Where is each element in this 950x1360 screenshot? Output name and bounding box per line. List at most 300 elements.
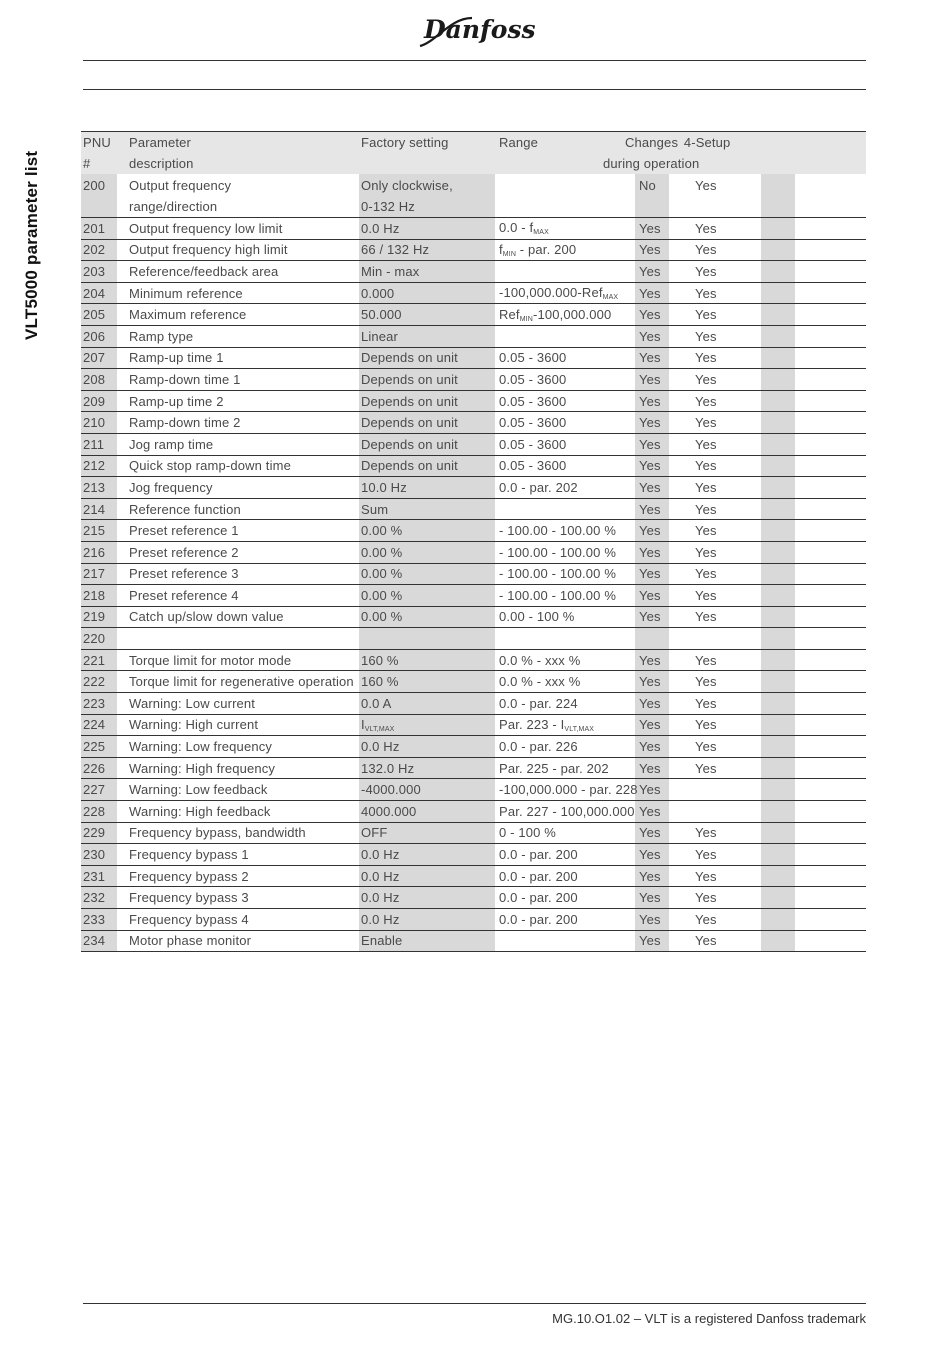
table-row	[81, 757, 866, 779]
setup-cell: Yes	[669, 585, 761, 607]
changes-cell: Yes	[635, 585, 669, 607]
description-cell: Reference function	[117, 498, 359, 520]
table-header-row	[81, 153, 866, 174]
setup-cell: Yes	[669, 477, 761, 499]
setup-cell: Yes	[669, 455, 761, 477]
setup-cell	[669, 628, 761, 650]
table-row	[81, 239, 866, 261]
setup-cell: Yes	[669, 520, 761, 542]
table-row	[81, 455, 866, 477]
factory-setting-cell: 10.0 Hz	[359, 477, 495, 499]
range-cell: - 100.00 - 100.00 %	[495, 541, 635, 563]
range-cell: 0.0 - par. 226	[495, 736, 635, 758]
factory-setting-cell: 0.0 Hz	[359, 736, 495, 758]
table-row	[81, 520, 866, 542]
spacer-cell	[795, 606, 866, 628]
description-cell: Output frequency range/direction	[117, 174, 359, 218]
table-row	[81, 887, 866, 909]
table-row	[81, 498, 866, 520]
description-cell: Ramp-down time 1	[117, 369, 359, 391]
pnu-cell: 233	[81, 909, 117, 931]
changes-cell: Yes	[635, 520, 669, 542]
setup-cell: Yes	[669, 304, 761, 326]
factory-setting-cell: Linear	[359, 325, 495, 347]
description-cell	[117, 628, 359, 650]
pnu-cell: 209	[81, 390, 117, 412]
spacer-cell	[761, 844, 795, 866]
table-row	[81, 174, 866, 218]
spacer-cell	[795, 649, 866, 671]
table-row	[81, 477, 866, 499]
range-cell	[495, 498, 635, 520]
spacer-cell	[761, 390, 795, 412]
pnu-cell: 224	[81, 714, 117, 736]
spacer-cell	[795, 563, 866, 585]
setup-cell: Yes	[669, 865, 761, 887]
footer-text: MG.10.O1.02 – VLT is a registered Danfoss trademark	[552, 1311, 866, 1326]
table-row	[81, 671, 866, 693]
factory-setting-cell: 4000.000	[359, 801, 495, 823]
spacer-cell	[761, 477, 795, 499]
factory-setting-cell: 0.0 Hz	[359, 844, 495, 866]
pnu-cell: 220	[81, 628, 117, 650]
spacer-cell	[761, 455, 795, 477]
description-cell: Torque limit for motor mode	[117, 649, 359, 671]
description-cell: Minimum reference	[117, 282, 359, 304]
pnu-cell: 205	[81, 304, 117, 326]
range-cell: $f_{MIN}$ - par. 200	[495, 239, 635, 261]
setup-cell: Yes	[669, 282, 761, 304]
range-cell: Par. 225 - par. 202	[495, 757, 635, 779]
table-row	[81, 714, 866, 736]
changes-cell: Yes	[635, 822, 669, 844]
factory-setting-cell: 160 %	[359, 649, 495, 671]
changes-cell: Yes	[635, 736, 669, 758]
table-row	[81, 541, 866, 563]
factory-setting-cell: 0.00 %	[359, 585, 495, 607]
spacer-cell	[795, 218, 866, 240]
pnu-cell: 222	[81, 671, 117, 693]
factory-setting-cell: Depends on unit	[359, 390, 495, 412]
header-changes: Changes	[625, 135, 679, 150]
factory-setting-cell: 0.0 Hz	[359, 887, 495, 909]
factory-setting-cell: 0.00 %	[359, 541, 495, 563]
factory-setting-cell: $I_{VLT,MAX}$	[359, 714, 495, 736]
setup-cell	[669, 801, 761, 823]
factory-setting-cell: 0.0 Hz	[359, 218, 495, 240]
table-row	[81, 347, 866, 369]
table-row	[81, 282, 866, 304]
description-cell: Preset reference 3	[117, 563, 359, 585]
spacer-cell	[795, 347, 866, 369]
setup-cell: Yes	[669, 909, 761, 931]
range-cell: Par. $223 - I_{VLT,MAX}$	[495, 714, 635, 736]
changes-cell: Yes	[635, 304, 669, 326]
range-cell: 0.0 - par. 200	[495, 844, 635, 866]
table-row	[81, 585, 866, 607]
pnu-cell: 230	[81, 844, 117, 866]
side-title: VLT5000 parameter list	[22, 150, 41, 340]
changes-cell: Yes	[635, 433, 669, 455]
setup-cell: Yes	[669, 563, 761, 585]
spacer-cell	[795, 282, 866, 304]
spacer-cell	[795, 433, 866, 455]
setup-cell: Yes	[669, 218, 761, 240]
factory-setting-cell: 0.000	[359, 282, 495, 304]
spacer-cell	[761, 671, 795, 693]
changes-cell: No	[635, 174, 669, 218]
description-cell: Frequency bypass 3	[117, 887, 359, 909]
setup-cell: Yes	[669, 239, 761, 261]
description-cell: Catch up/slow down value	[117, 606, 359, 628]
range-cell: - 100.00 - 100.00 %	[495, 585, 635, 607]
changes-cell: Yes	[635, 390, 669, 412]
table-row	[81, 822, 866, 844]
table-row	[81, 390, 866, 412]
table-row	[81, 865, 866, 887]
spacer-cell	[795, 930, 866, 952]
table-row	[81, 693, 866, 715]
spacer-cell	[795, 801, 866, 823]
spacer-cell	[795, 498, 866, 520]
spacer-cell	[795, 261, 866, 283]
range-cell: 0.0 - par. 200	[495, 887, 635, 909]
description-cell: Warning: High feedback	[117, 801, 359, 823]
spacer-cell	[795, 477, 866, 499]
spacer-cell	[761, 909, 795, 931]
description-cell: Frequency bypass 2	[117, 865, 359, 887]
pnu-cell: 215	[81, 520, 117, 542]
pnu-cell: 225	[81, 736, 117, 758]
spacer-cell	[795, 757, 866, 779]
pnu-cell: 206	[81, 325, 117, 347]
spacer-cell	[761, 304, 795, 326]
pnu-cell: 203	[81, 261, 117, 283]
spacer-cell	[795, 736, 866, 758]
spacer-cell	[795, 390, 866, 412]
changes-cell: Yes	[635, 563, 669, 585]
spacer-cell	[761, 887, 795, 909]
changes-cell: Yes	[635, 369, 669, 391]
pnu-cell: 200	[81, 174, 117, 218]
setup-cell: Yes	[669, 693, 761, 715]
spacer-cell	[795, 844, 866, 866]
setup-cell: Yes	[669, 822, 761, 844]
factory-setting-cell: 0.0 Hz	[359, 909, 495, 931]
range-cell: 0.05 - 3600	[495, 412, 635, 434]
factory-setting-cell: 160 %	[359, 671, 495, 693]
description-cell: Ramp-up time 1	[117, 347, 359, 369]
spacer-cell	[761, 541, 795, 563]
spacer-cell	[795, 174, 866, 218]
range-cell	[495, 261, 635, 283]
setup-cell: Yes	[669, 261, 761, 283]
description-cell: Warning: Low frequency	[117, 736, 359, 758]
description-cell: Ramp-down time 2	[117, 412, 359, 434]
header-factory: Factory setting	[359, 132, 495, 154]
spacer-cell	[795, 628, 866, 650]
changes-cell	[635, 628, 669, 650]
spacer-cell	[795, 520, 866, 542]
changes-cell: Yes	[635, 261, 669, 283]
parameter-table	[81, 131, 866, 952]
pnu-cell: 228	[81, 801, 117, 823]
svg-text:Danfoss: Danfoss	[424, 15, 536, 44]
factory-setting-cell: 132.0 Hz	[359, 757, 495, 779]
factory-setting-cell	[359, 628, 495, 650]
range-cell: 0 - 100 %	[495, 822, 635, 844]
description-cell: Ramp type	[117, 325, 359, 347]
description-cell: Torque limit for regenerative operation	[117, 671, 359, 693]
factory-setting-cell: Sum	[359, 498, 495, 520]
table-row	[81, 218, 866, 240]
description-cell: Warning: High frequency	[117, 757, 359, 779]
spacer-cell	[761, 628, 795, 650]
factory-setting-cell: Depends on unit	[359, 455, 495, 477]
table-row	[81, 412, 866, 434]
spacer-cell	[761, 563, 795, 585]
description-cell: Jog ramp time	[117, 433, 359, 455]
setup-cell: Yes	[669, 541, 761, 563]
description-cell: Maximum reference	[117, 304, 359, 326]
pnu-cell: 234	[81, 930, 117, 952]
changes-cell: Yes	[635, 671, 669, 693]
range-cell: 0.05 - 3600	[495, 390, 635, 412]
changes-cell: Yes	[635, 887, 669, 909]
range-cell: -100,000.000-Ref$_{MAX}$	[495, 282, 635, 304]
description-cell: Frequency bypass, bandwidth	[117, 822, 359, 844]
danfoss-logo	[416, 8, 536, 54]
changes-cell: Yes	[635, 477, 669, 499]
table-row	[81, 606, 866, 628]
range-cell	[495, 174, 635, 218]
spacer-cell	[761, 779, 795, 801]
pnu-cell: 217	[81, 563, 117, 585]
pnu-cell: 229	[81, 822, 117, 844]
description-cell: Frequency bypass 4	[117, 909, 359, 931]
pnu-cell: 211	[81, 433, 117, 455]
pnu-cell: 232	[81, 887, 117, 909]
factory-setting-cell: Min - max	[359, 261, 495, 283]
range-cell: Par. 227 - 100,000.000	[495, 801, 635, 823]
table-row	[81, 433, 866, 455]
pnu-cell: 227	[81, 779, 117, 801]
spacer-cell	[761, 325, 795, 347]
factory-setting-cell: Depends on unit	[359, 369, 495, 391]
spacer-cell	[795, 455, 866, 477]
setup-cell: Yes	[669, 412, 761, 434]
table-row	[81, 563, 866, 585]
setup-cell: Yes	[669, 714, 761, 736]
setup-cell: Yes	[669, 844, 761, 866]
range-cell: -100,000.000 - par. 228	[495, 779, 635, 801]
spacer-cell	[795, 865, 866, 887]
table-row	[81, 304, 866, 326]
description-cell: Quick stop ramp-down time	[117, 455, 359, 477]
factory-setting-cell: 0.0 Hz	[359, 865, 495, 887]
pnu-cell: 226	[81, 757, 117, 779]
changes-cell: Yes	[635, 649, 669, 671]
pnu-cell: 207	[81, 347, 117, 369]
setup-cell: Yes	[669, 369, 761, 391]
range-cell: $0.0 - f_{MAX}$	[495, 218, 635, 240]
spacer-cell	[761, 520, 795, 542]
setup-cell: Yes	[669, 606, 761, 628]
footer-rule	[83, 1303, 866, 1304]
spacer-cell	[761, 239, 795, 261]
description-cell: Warning: Low feedback	[117, 779, 359, 801]
description-cell: Frequency bypass 1	[117, 844, 359, 866]
spacer-cell	[795, 822, 866, 844]
changes-cell: Yes	[635, 498, 669, 520]
spacer-cell	[795, 909, 866, 931]
spacer-cell	[761, 412, 795, 434]
factory-setting-cell: Depends on unit	[359, 412, 495, 434]
spacer-cell	[761, 930, 795, 952]
description-cell: Preset reference 1	[117, 520, 359, 542]
pnu-cell: 219	[81, 606, 117, 628]
table-row	[81, 325, 866, 347]
spacer-cell	[795, 541, 866, 563]
description-cell: Motor phase monitor	[117, 930, 359, 952]
table-row	[81, 779, 866, 801]
setup-cell: Yes	[669, 649, 761, 671]
changes-cell: Yes	[635, 282, 669, 304]
setup-cell	[669, 779, 761, 801]
header-range: Range	[495, 132, 635, 154]
range-cell: 0.0 % - xxx %	[495, 671, 635, 693]
description-cell: Preset reference 4	[117, 585, 359, 607]
changes-cell: Yes	[635, 801, 669, 823]
spacer-cell	[761, 282, 795, 304]
spacer-cell	[795, 779, 866, 801]
table-header-row	[81, 132, 866, 154]
range-cell	[495, 628, 635, 650]
spacer-cell	[795, 369, 866, 391]
setup-cell: Yes	[669, 390, 761, 412]
changes-cell: Yes	[635, 455, 669, 477]
description-cell: Preset reference 2	[117, 541, 359, 563]
pnu-cell: 216	[81, 541, 117, 563]
spacer-cell	[795, 304, 866, 326]
spacer-cell	[761, 714, 795, 736]
range-cell: Ref$_{MIN}$-100,000.000	[495, 304, 635, 326]
table-row	[81, 930, 866, 952]
factory-setting-cell: OFF	[359, 822, 495, 844]
table-row	[81, 844, 866, 866]
range-cell: 0.05 - 3600	[495, 455, 635, 477]
range-cell: 0.0 % - xxx %	[495, 649, 635, 671]
setup-cell: Yes	[669, 887, 761, 909]
description-cell: Ramp-up time 2	[117, 390, 359, 412]
factory-setting-cell: Depends on unit	[359, 433, 495, 455]
spacer-cell	[761, 347, 795, 369]
changes-cell: Yes	[635, 693, 669, 715]
changes-cell: Yes	[635, 325, 669, 347]
range-cell: 0.05 - 3600	[495, 369, 635, 391]
range-cell	[495, 325, 635, 347]
table-row	[81, 628, 866, 650]
header-parameter: Parameter	[117, 132, 359, 154]
pnu-cell: 202	[81, 239, 117, 261]
spacer-cell	[761, 736, 795, 758]
spacer-cell	[761, 498, 795, 520]
range-cell: - 100.00 - 100.00 %	[495, 563, 635, 585]
range-cell: - 100.00 - 100.00 %	[495, 520, 635, 542]
factory-setting-cell: 0.0 A	[359, 693, 495, 715]
table-row	[81, 736, 866, 758]
pnu-cell: 210	[81, 412, 117, 434]
table-row	[81, 801, 866, 823]
setup-cell: Yes	[669, 433, 761, 455]
table-row	[81, 369, 866, 391]
setup-cell: Yes	[669, 671, 761, 693]
range-cell	[495, 930, 635, 952]
spacer-cell	[761, 693, 795, 715]
description-cell: Warning: Low current	[117, 693, 359, 715]
changes-cell: Yes	[635, 239, 669, 261]
spacer-cell	[761, 585, 795, 607]
factory-setting-cell: 0.00 %	[359, 563, 495, 585]
spacer-cell	[795, 887, 866, 909]
setup-cell: Yes	[669, 930, 761, 952]
description-cell: Output frequency high limit	[117, 239, 359, 261]
changes-cell: Yes	[635, 714, 669, 736]
range-cell: 0.0 - par. 200	[495, 865, 635, 887]
spacer-cell	[761, 369, 795, 391]
spacer-cell	[795, 325, 866, 347]
range-cell: 0.05 - 3600	[495, 433, 635, 455]
spacer-cell	[761, 433, 795, 455]
spacer-cell	[795, 693, 866, 715]
header-during-operation: during operation	[603, 156, 700, 171]
description-cell: Reference/feedback area	[117, 261, 359, 283]
spacer-cell	[761, 801, 795, 823]
pnu-cell: 214	[81, 498, 117, 520]
factory-setting-cell: 0.00 %	[359, 520, 495, 542]
changes-cell: Yes	[635, 347, 669, 369]
changes-cell: Yes	[635, 844, 669, 866]
pnu-cell: 221	[81, 649, 117, 671]
pnu-cell: 223	[81, 693, 117, 715]
setup-cell: Yes	[669, 347, 761, 369]
setup-cell: Yes	[669, 757, 761, 779]
pnu-cell: 208	[81, 369, 117, 391]
pnu-cell: 204	[81, 282, 117, 304]
spacer-cell	[761, 822, 795, 844]
spacer-cell	[795, 239, 866, 261]
spacer-cell	[795, 412, 866, 434]
table-row	[81, 909, 866, 931]
spacer-cell	[761, 174, 795, 218]
setup-cell: Yes	[669, 325, 761, 347]
table-row	[81, 261, 866, 283]
pnu-cell: 218	[81, 585, 117, 607]
description-cell: Output frequency low limit	[117, 218, 359, 240]
spacer-cell	[761, 261, 795, 283]
spacer-cell	[761, 218, 795, 240]
description-cell: Jog frequency	[117, 477, 359, 499]
changes-cell: Yes	[635, 218, 669, 240]
table-row	[81, 649, 866, 671]
factory-setting-cell: 50.000	[359, 304, 495, 326]
header-rule-bottom	[83, 89, 866, 90]
factory-setting-cell: 66 / 132 Hz	[359, 239, 495, 261]
changes-cell: Yes	[635, 757, 669, 779]
pnu-cell: 231	[81, 865, 117, 887]
changes-cell: Yes	[635, 412, 669, 434]
changes-cell: Yes	[635, 541, 669, 563]
